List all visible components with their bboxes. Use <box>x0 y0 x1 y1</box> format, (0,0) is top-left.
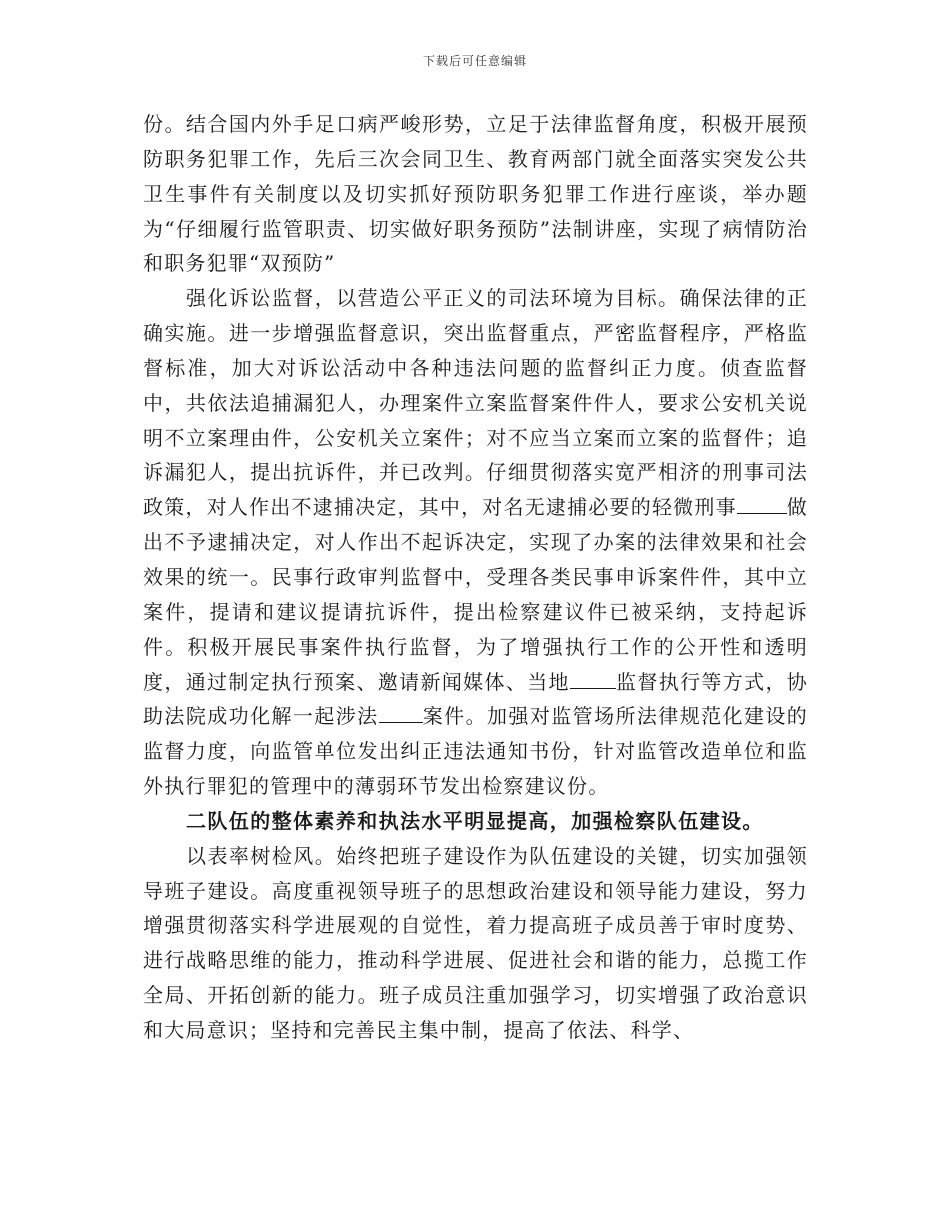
fill-in-blank-3 <box>379 704 423 723</box>
fill-in-blank-2 <box>570 670 616 689</box>
paragraph-2-text-3: 监督执行等方式，协助法院成功化解一起涉法 <box>143 669 808 729</box>
document-body <box>143 107 808 1048</box>
paragraph-3: 以表率树检风。始终把班子建设作为队伍建设的关键，切实加强领导班子建设。高度重视领导班子的思想政治建设和领导能力建设，努力增强贯彻落实科学进展观的自觉性，着力提高班子成员善于审时度势、进行战略思维的能力，推动科学进展、促进社会和谐的能力，总揽工作全局、开拓创新的能力。班子成员注重加强学习，切实增强了政治意识和大局意识；坚持和完善民主集中制，提高了依法、科学、 <box>143 843 808 1042</box>
paragraph-2-text-1: 强化诉讼监督，以营造公平正义的司法环境为目标。确保法律的正确实施。进一步增强监督意识，突出监督重点，严密监督程序，严格监督标准，加大对诉讼活动中各种违法问题的监督纠正力度。侦查监督中，共依法追捕漏犯人，办理案件立案监督案件件人，要求公安机关说明不立案理由件，公安机关立案件；对不应当立案而立案的监督件；追诉漏犯人，提出抗诉件，并已改判。仔细贯彻落实宽严相济的刑事司法政策，对人作出不逮捕决定，其中，对名无逮捕必要的轻微刑事 <box>143 286 808 520</box>
page-header: 下载后可任意编辑 <box>422 54 527 68</box>
fill-in-blank-1 <box>737 495 787 514</box>
paragraph-1: 份。结合国内外手足口病严峻形势，立足于法律监督角度，积极开展预防职务犯罪工作，先后三次会同卫生、教育两部门就全面落实突发公共卫生事件有关制度以及切实抓好预防职务犯罪工作进行座谈，举办题为“仔细履行监管职责、切实做好职务预防”法制讲座，实现了病情防治和职务犯罪“双预防” <box>143 112 808 276</box>
section-heading: 二队伍的整体素养和执法水平明显提高，加强检察队伍建设。 <box>186 808 764 833</box>
paragraph-2-text-2: 做出不予逮捕决定，对人作出不起诉决定，实现了办案的法律效果和社会效果的统一。民事行政审判监督中，受理各类民事申诉案件件，其中立案件，提请和建议提请抗诉件，提出检察建议件已被采纳，支持起诉件。积极开展民事案件执行监督，为了增强执行工作的公开性和透明度，通过制定执行预案、邀请新闻媒体、当地 <box>143 495 808 694</box>
paragraph-2 <box>143 281 808 804</box>
paragraph-2-text-4: 案件。加强对监管场所法律规范化建设的监督力度，向监管单位发出纠正违法通知书份，针对监管改造单位和监外执行罪犯的管理中的薄弱环节发出检察建议份。 <box>143 704 808 799</box>
